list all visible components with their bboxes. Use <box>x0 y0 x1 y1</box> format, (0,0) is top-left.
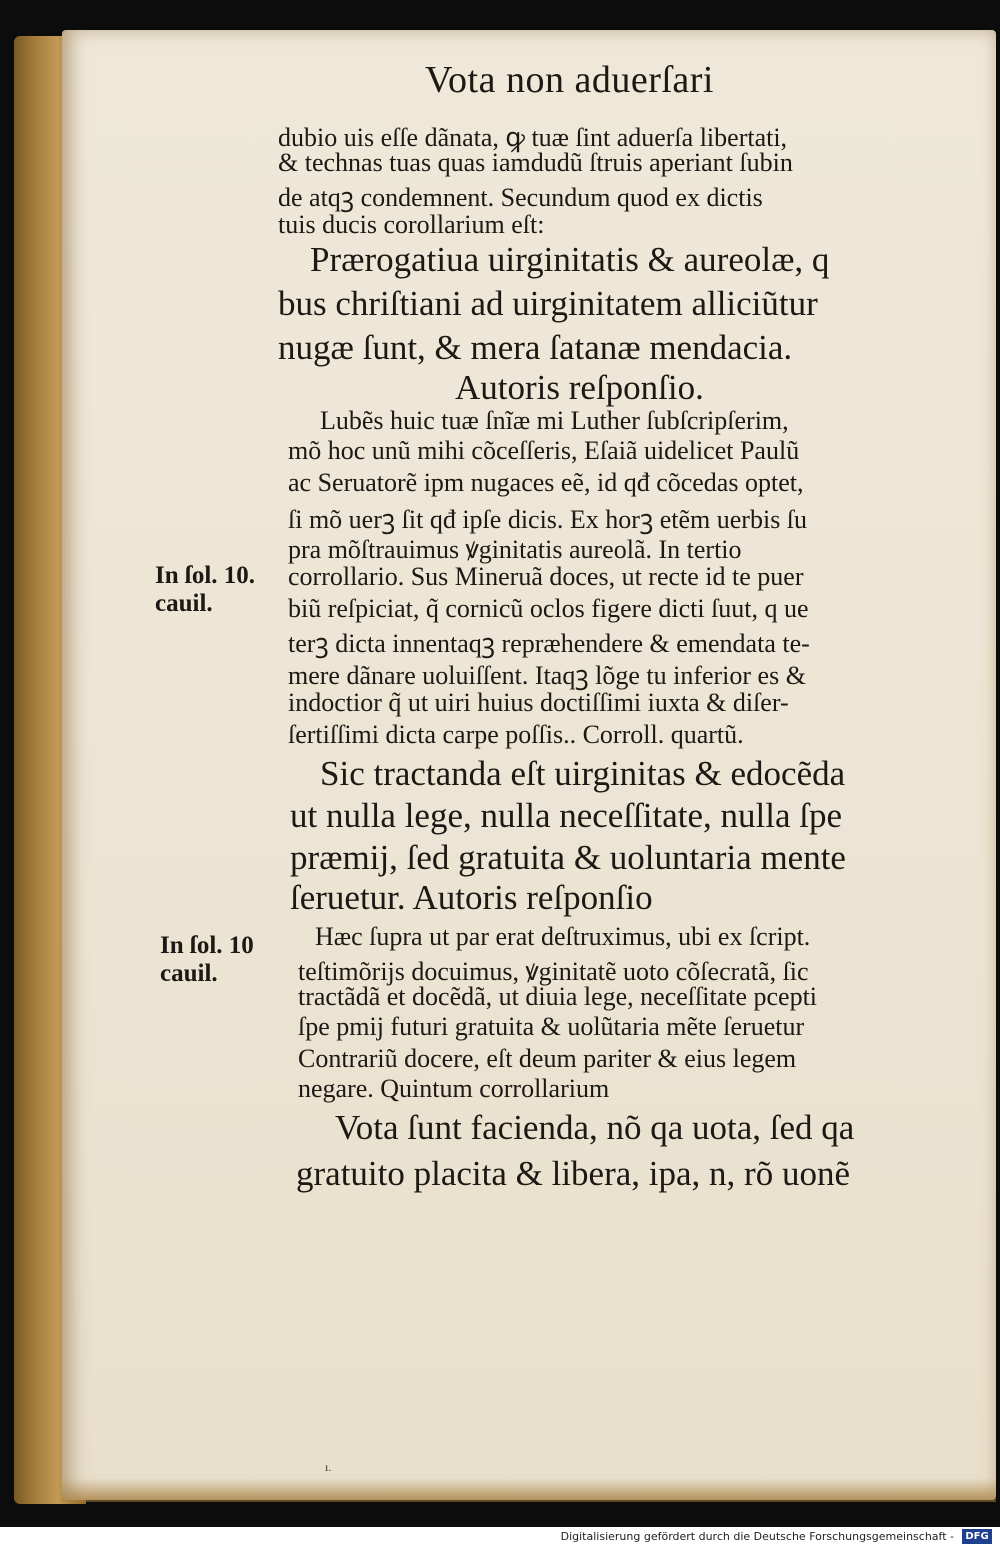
text-line: tractãdã et docẽdã, ut diuia lege, neceſſitate pcepti <box>298 982 818 1011</box>
text-line: Lubẽs huic tuæ ſnĩæ mi Luther ſubſcripſerim, <box>320 406 789 435</box>
text-line: ac Seruatorẽ ipm nugaces eẽ, id qđ cõcedas optet, <box>288 468 804 497</box>
text-line: bus chriſtiani ad uirginitatem alliciũtur <box>278 284 818 323</box>
text-line: ſertiſſimi dicta carpe poſſis.. Corroll. quartũ. <box>288 720 744 749</box>
text-line: de atqꝫ condemnent. Secundum quod ex dictis <box>278 183 763 212</box>
text-line: gratuito placita & libera, ipa, n, rõ uonẽ <box>296 1154 850 1193</box>
text-line: negare. Quintum corrollarium <box>298 1074 610 1103</box>
text-line: corrollario. Sus Mineruã doces, ut recte id te puer <box>288 562 804 591</box>
text-line: mõ hoc unũ mihi cõceſſeris, Eſaiã uidelicet Paulũ <box>288 436 800 465</box>
text-line: & technas tuas quas iamdudũ ſtruis aperiant ſubin <box>278 148 793 177</box>
text-line: teſtimõrijs docuimus, ꝟginitatẽ uoto cõſecratã, ſic <box>298 957 809 986</box>
text-line: mere dãnare uoluiſſent. Itaqꝫ lõge tu inferior es & <box>288 661 806 690</box>
dfg-logo: DFG <box>962 1529 992 1544</box>
text-line: Prærogatiua uirginitatis & aureolæ, q <box>310 240 830 279</box>
text-line: Sic tractanda eſt uirginitas & edocẽda <box>320 754 846 793</box>
margin-note-1: In ſol. 10. cauil. <box>155 562 256 617</box>
text-line: Autoris reſponſio. <box>455 368 704 407</box>
margin-note-2: In ſol. 10 cauil. <box>160 932 254 987</box>
text-line: terꝫ dicta innentaqꝫ repræhendere & emendata te- <box>288 629 810 658</box>
text-line: ut nulla lege, nulla neceſſitate, nulla ſpe <box>290 796 843 835</box>
text-line: pra mõſtrauimus ꝟginitatis aureolã. In tertio <box>288 535 742 564</box>
page-stain <box>62 1478 996 1502</box>
text-line: ſpe pmij futuri gratuita & uolũtaria mẽte ſeruetur <box>298 1012 805 1041</box>
text-line: dubio uis eſſe dãnata, ꝙ tuæ ſint aduerſa libertati, <box>278 123 788 152</box>
footer-credit: Digitalisierung gefördert durch die Deutsche Forschungsgemeinschaft - <box>560 1530 954 1543</box>
text-line: tuis ducis corollarium eſt: <box>278 210 545 239</box>
text-line: ſi mõ uerꝫ ſit qđ ipſe dicis. Ex horꝫ etẽm uerbis ſu <box>288 505 808 534</box>
text-line: præmij, ſed gratuita & uoluntaria mente <box>290 838 846 877</box>
text-line: indoctior q̃ ut uiri huius doctiſſimi iuxta & diſer- <box>288 688 789 717</box>
text-line: biũ reſpiciat, q̃ cornicũ oclos figere dicti ſuut, q ue <box>288 594 809 623</box>
text-line: Hæc ſupra ut par erat deſtruximus, ubi ex ſcript. <box>315 922 811 951</box>
text-line: nugæ ſunt, & mera ſatanæ mendacia. <box>278 328 793 367</box>
text-line: ſeruetur. Autoris reſponſio <box>290 878 653 917</box>
text-line: Contrariũ docere, eſt deum pariter & eius legem <box>298 1044 797 1073</box>
tiny-mark: ı. <box>325 1460 332 1474</box>
running-head: Vota non aduerſari <box>425 59 714 101</box>
text-line: Vota ſunt facienda, nõ qa uota, ſed qa <box>335 1108 855 1147</box>
